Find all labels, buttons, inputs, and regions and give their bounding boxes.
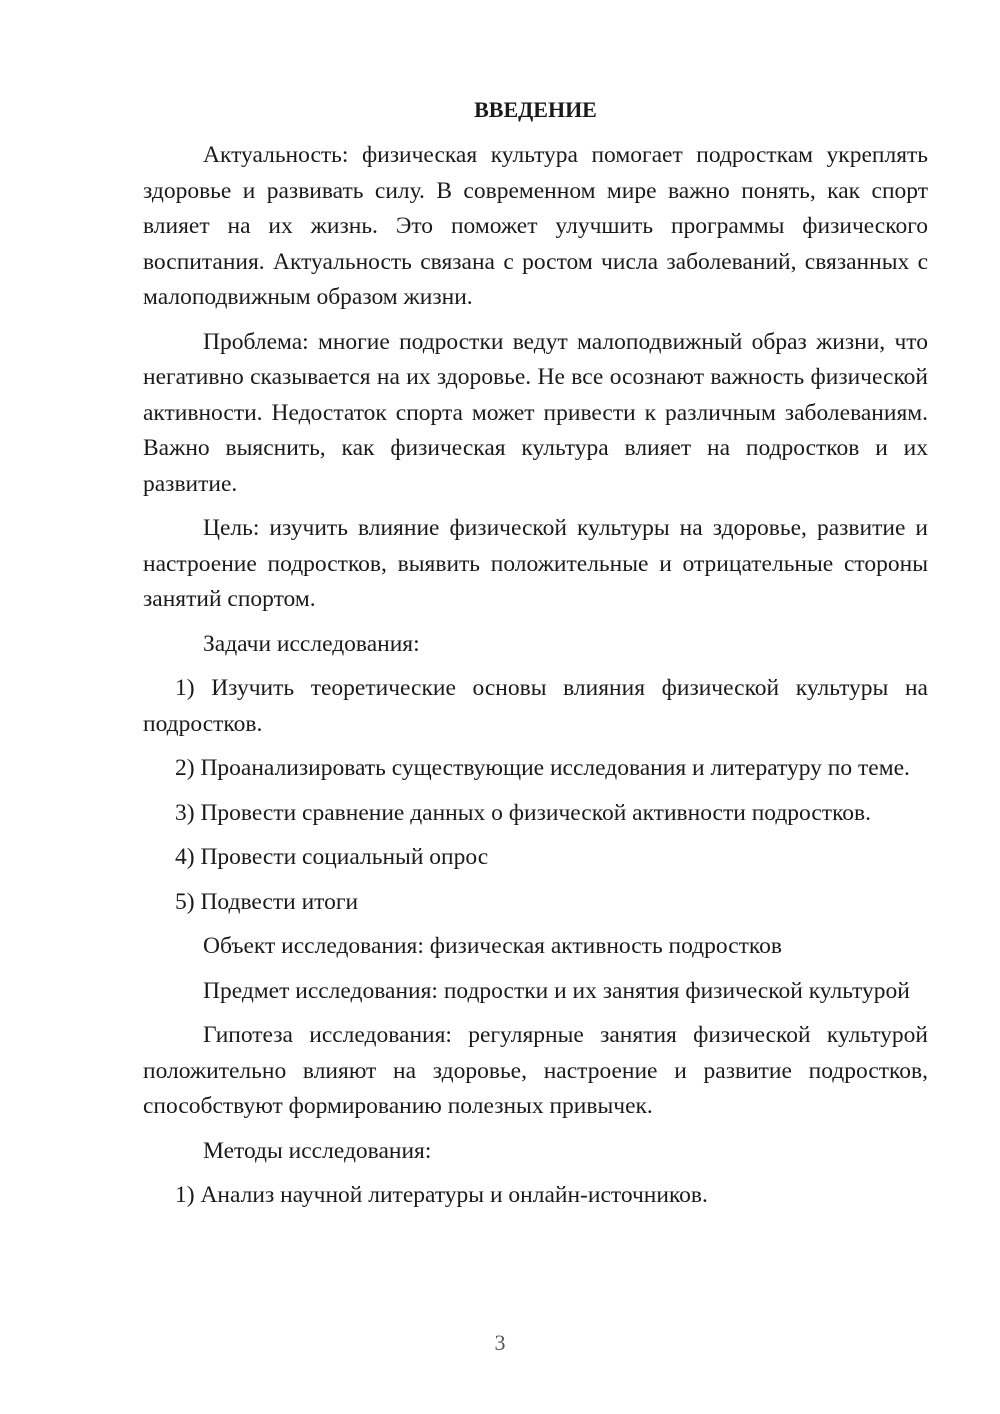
page-title: ВВЕДЕНИЕ <box>474 97 597 122</box>
paragraph-hypothesis: Гипотеза исследования: регулярные занятия физической культурой положительно влияют на здоровье, настроение и развитие подростков, способствуют формированию полезных привычек. <box>143 1022 928 1119</box>
paragraph-problem: Проблема: многие подростки ведут малоподвижный образ жизни, что негативно сказывается на их здоровье. Не все осознают важность физической активности. Недостаток спорта может привести к различным заболеваниям. Важно выяснить, как физическая культура влияет на подростков и их развитие. <box>143 328 928 497</box>
task-item: 2) Проанализировать существующие исследования и литературу по теме. <box>175 755 910 781</box>
page-content <box>143 92 928 1223</box>
paragraph-relevance: Актуальность: физическая культура помогает подросткам укреплять здоровье и развивать силу. В современном мире важно понять, как спорт влияет на их жизнь. Это поможет улучшить программы физического воспитания. Актуальность связана с ростом числа заболеваний, связанных с малоподвижным образом жизни. <box>143 142 928 310</box>
task-item: 1) Изучить теоретические основы влияния физической культуры на подростков. <box>143 675 928 737</box>
task-item: 5) Подвести итоги <box>175 888 359 915</box>
method-item: 1) Анализ научной литературы и онлайн-источников. <box>175 1182 708 1208</box>
tasks-heading: Задачи исследования: <box>203 630 420 657</box>
paragraph-subject: Предмет исследования: подростки и их занятия физической культурой <box>203 977 910 1004</box>
paragraph-goal: Цель: изучить влияние физической культуры на здоровье, развитие и настроение подростков, выявить положительные и отрицательные стороны занятий спортом. <box>143 515 928 612</box>
methods-heading: Методы исследования: <box>203 1137 432 1164</box>
paragraph-object: Объект исследования: физическая активность подростков <box>203 933 782 959</box>
task-item: 4) Провести социальный опрос <box>175 844 489 870</box>
task-item: 3) Провести сравнение данных о физической активности подростков. <box>175 799 872 826</box>
page-number: 3 <box>494 1330 506 1355</box>
